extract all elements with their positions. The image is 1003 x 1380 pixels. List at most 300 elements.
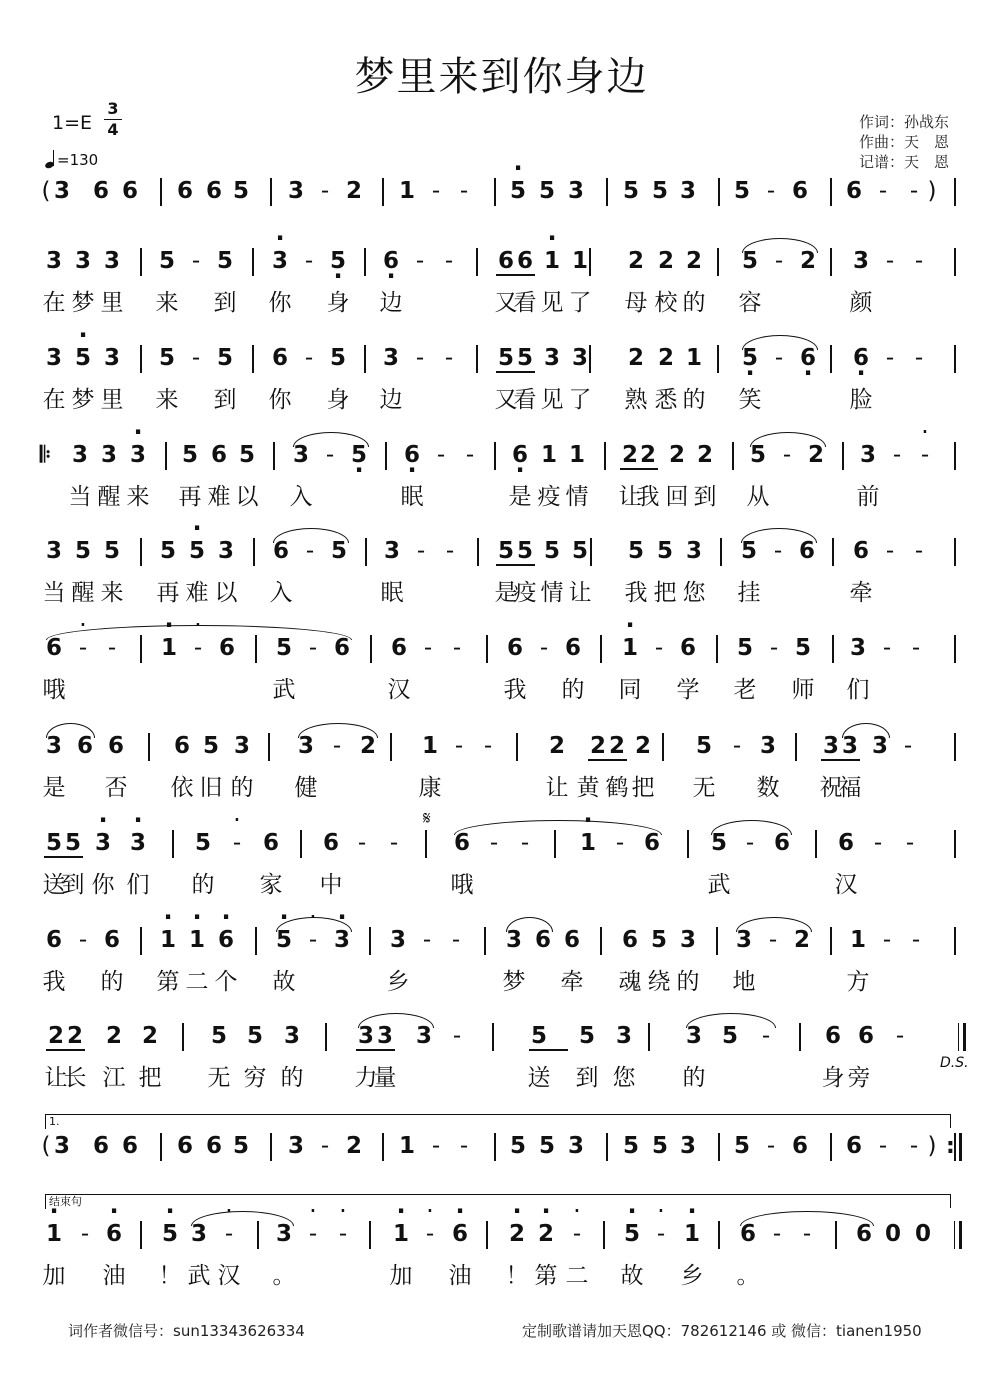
lyric-char: 牵 <box>849 580 873 606</box>
barline <box>718 178 720 206</box>
barline <box>494 1133 496 1161</box>
hold-dash: - <box>774 345 784 371</box>
lyric-char: 你 <box>268 290 292 316</box>
hold-dash: · - <box>187 633 209 663</box>
time-signature-top: 3 <box>107 99 119 118</box>
open-paren: ( <box>41 1133 51 1159</box>
note: 3 <box>275 1221 292 1247</box>
lyric-char: 地 <box>732 969 756 995</box>
note: 2 <box>639 442 656 468</box>
barline <box>390 733 392 761</box>
note: · 3 <box>127 828 149 858</box>
notation-row <box>0 436 1003 480</box>
slur <box>736 917 812 932</box>
beam-underline <box>588 759 627 761</box>
note: · 2 <box>535 1219 557 1249</box>
close-paren: ) <box>927 178 937 204</box>
beam-underline <box>496 564 535 566</box>
credits <box>859 112 949 172</box>
lyric-char: 是 <box>494 580 518 606</box>
lyric-char: 情 <box>540 580 564 606</box>
note: · 6 <box>215 925 237 955</box>
barline <box>369 927 371 955</box>
lyric-char: 的 <box>230 775 254 801</box>
note: 5 <box>246 1023 263 1049</box>
note: 3 <box>71 442 88 468</box>
note: 5 <box>210 1023 227 1049</box>
lyric-char: 第 <box>156 969 180 995</box>
note: 5 <box>194 830 211 856</box>
barline <box>273 442 275 470</box>
note: 5 <box>721 1023 738 1049</box>
note: 5 <box>64 830 81 856</box>
hold-dash: - <box>305 538 315 564</box>
hold-dash: - <box>903 733 913 759</box>
barline <box>140 248 142 276</box>
note: 5 <box>651 178 668 204</box>
barline <box>255 927 257 955</box>
barline <box>716 635 718 663</box>
note: 6 <box>103 927 120 953</box>
barline <box>600 635 602 663</box>
note: 2 <box>807 442 824 468</box>
slur <box>506 917 553 932</box>
lyric-char: 的 <box>100 969 124 995</box>
note: 2 <box>621 442 638 468</box>
lyric-char: 牵 <box>560 969 584 995</box>
note: 3 <box>297 733 314 759</box>
lyric-char: 二 <box>565 1263 589 1289</box>
barline <box>270 1133 272 1161</box>
note: 3 <box>53 1133 70 1159</box>
note: 3 <box>53 178 70 204</box>
note: 3 <box>685 538 702 564</box>
barline <box>364 345 366 373</box>
barline <box>600 927 602 955</box>
lyric-char: 在 <box>42 290 66 316</box>
time-signature <box>104 100 122 139</box>
hold-dash: - <box>774 248 784 274</box>
lyric-row <box>0 576 1003 610</box>
note: 5 · <box>327 246 349 276</box>
slur <box>842 723 890 738</box>
hold-dash: - <box>539 635 549 661</box>
note: 6 <box>855 1221 872 1247</box>
note: · 5 <box>507 176 529 206</box>
hold-dash: - <box>357 830 367 856</box>
hold-dash: - <box>892 442 902 468</box>
note: 3 <box>679 1133 696 1159</box>
lyric-char: 健 <box>294 775 318 801</box>
barline <box>720 538 722 566</box>
hold-dash: - <box>802 1221 812 1247</box>
lyric-char: 了 <box>568 290 592 316</box>
barline <box>954 635 956 663</box>
hold-dash: - <box>389 830 399 856</box>
lyric-char: 让 <box>44 1065 68 1091</box>
lyric-row <box>0 383 1003 417</box>
barline <box>589 248 591 276</box>
note: 3 <box>859 442 876 468</box>
note: 2 <box>634 733 651 759</box>
lyric-char: 。 <box>272 1263 296 1289</box>
lyric-char: 从 <box>746 484 770 510</box>
lyric-char: 以 <box>214 580 238 606</box>
note: 6 <box>534 927 551 953</box>
lyric-char: 的 <box>561 677 585 703</box>
ending-section-bracket-end <box>950 1194 951 1208</box>
barline <box>662 733 664 761</box>
hold-dash: - <box>332 733 342 759</box>
notation-row <box>0 1017 1003 1061</box>
note: 5 <box>232 178 249 204</box>
note: 5 <box>650 927 667 953</box>
lyric-char: 。 <box>736 1263 760 1289</box>
barline <box>606 178 608 206</box>
lyric-char: 到 <box>693 484 717 510</box>
lyric-char: 身 <box>326 290 350 316</box>
notation-row <box>0 1127 1003 1171</box>
lyric-char: 见 <box>540 387 564 413</box>
hold-dash: - <box>520 830 530 856</box>
note: 3 <box>283 1023 300 1049</box>
lyric-char: 旧 <box>199 775 223 801</box>
lyric-char: 醒 <box>97 484 121 510</box>
barline <box>364 248 366 276</box>
hold-dash: - <box>914 538 924 564</box>
lyric-char: 哦 <box>450 872 474 898</box>
lyric-char: 个 <box>214 969 238 995</box>
note: 5 <box>158 345 175 371</box>
note: 5 <box>516 538 533 564</box>
note: 5 <box>733 178 750 204</box>
barline <box>716 927 718 955</box>
beam-underline <box>46 1049 85 1051</box>
notation-row <box>0 532 1003 576</box>
lyric-char: 送 <box>42 872 66 898</box>
note: 5 <box>538 1133 555 1159</box>
hold-dash: - <box>782 442 792 468</box>
barline <box>140 927 142 955</box>
barline <box>718 1221 720 1249</box>
note: 6 <box>176 1133 193 1159</box>
lyric-char: 悉 <box>654 387 678 413</box>
note: 6 <box>121 178 138 204</box>
note: 2 <box>668 442 685 468</box>
note: 6 <box>563 927 580 953</box>
note: 5 <box>530 1023 547 1049</box>
lyric-row <box>0 286 1003 320</box>
lyric-char: 中 <box>319 872 343 898</box>
barline <box>954 442 956 470</box>
notation-row <box>0 339 1003 383</box>
note: 2 <box>141 1023 158 1049</box>
note: 3 <box>567 1133 584 1159</box>
barline <box>486 635 488 663</box>
hold-dash: · - <box>302 1219 324 1249</box>
note: 3 <box>871 733 888 759</box>
slur <box>273 528 349 543</box>
note: 2 <box>696 442 713 468</box>
note: 6 <box>621 927 638 953</box>
barline <box>325 1023 327 1051</box>
notation-row <box>0 824 1003 868</box>
barline <box>486 1221 488 1249</box>
lyric-char: 依 <box>170 775 194 801</box>
note: 6 <box>643 830 660 856</box>
lyric-char: 前 <box>856 484 880 510</box>
note: 6 <box>121 1133 138 1159</box>
note: 1 <box>421 733 438 759</box>
note: 6 · <box>380 246 402 276</box>
note: 1 <box>849 927 866 953</box>
lyric-char: 当 <box>68 484 92 510</box>
note: 3 <box>852 248 869 274</box>
note: 3 <box>759 733 776 759</box>
note: · 2 <box>506 1219 528 1249</box>
dal-segno-mark: D.S. <box>940 1055 969 1071</box>
hold-dash: - <box>766 1133 776 1159</box>
lyric-char: 否 <box>104 775 128 801</box>
barline <box>604 442 606 470</box>
note: 5 <box>656 538 673 564</box>
note: 6 <box>679 635 696 661</box>
note: 6 <box>92 1133 109 1159</box>
note: 3 <box>849 635 866 661</box>
lyric-char: 挂 <box>737 580 761 606</box>
lyric-char: 里 <box>100 387 124 413</box>
note: · 1 <box>541 246 563 276</box>
note: 2 <box>589 733 606 759</box>
note: · 1 <box>43 1219 65 1249</box>
lyric-char: 同 <box>618 677 642 703</box>
hold-dash: - <box>745 830 755 856</box>
lyric-char: 让 <box>545 775 569 801</box>
hold-dash: - <box>732 733 742 759</box>
note: · 3 <box>92 828 114 858</box>
quarter-note-icon <box>45 150 57 168</box>
note: 6 <box>205 1133 222 1159</box>
lyric-char: 是 <box>508 484 532 510</box>
hold-dash: - <box>654 635 664 661</box>
note: 6 <box>218 635 235 661</box>
note: 3 <box>233 733 250 759</box>
barline <box>954 927 956 955</box>
open-paren: ( <box>41 178 51 204</box>
note: 5 <box>516 345 533 371</box>
hold-dash: - <box>878 178 888 204</box>
note: 6 <box>45 927 62 953</box>
close-paren: ) <box>927 1133 937 1159</box>
note: 3 <box>383 538 400 564</box>
note: 6 <box>453 830 470 856</box>
lyric-char: 把 <box>653 580 677 606</box>
slur <box>750 432 826 447</box>
note: 3 <box>735 927 752 953</box>
note: 3 <box>822 733 839 759</box>
lyric-char: 把 <box>631 775 655 801</box>
lyric-char: 看 <box>513 387 537 413</box>
lyric-char: 二 <box>185 969 209 995</box>
hold-dash: - <box>914 345 924 371</box>
hold-dash: - <box>885 248 895 274</box>
note: 6 <box>333 635 350 661</box>
hold-dash: - <box>423 635 433 661</box>
note: 6 <box>497 248 514 274</box>
barline <box>606 1133 608 1161</box>
hold-dash: · - <box>226 828 248 858</box>
note: · 3 <box>127 440 149 470</box>
hold-dash: - <box>444 248 454 274</box>
lyric-char: 疫 <box>537 484 561 510</box>
notation-row <box>0 172 1003 216</box>
hold-dash: - <box>422 927 432 953</box>
barline <box>477 538 479 566</box>
lyric-char: 到 <box>213 387 237 413</box>
slur <box>740 1211 874 1226</box>
note: 5 <box>497 345 514 371</box>
lyric-char: 您 <box>612 1065 636 1091</box>
lyric-char: 力 <box>354 1065 378 1091</box>
note: 5 <box>622 1133 639 1159</box>
note: 3 <box>103 248 120 274</box>
note: 6 <box>791 178 808 204</box>
footer-custom-score-contact: 定制歌谱请加天恩QQ：782612146 或 微信：tianen1950 <box>522 1322 922 1340</box>
note: · 1 <box>390 1219 412 1249</box>
lyric-char: 绕 <box>647 969 671 995</box>
lyric-char: 老 <box>733 677 757 703</box>
lyric-char: 你 <box>91 872 115 898</box>
lyric-char: 无 <box>692 775 716 801</box>
note: 6 <box>506 635 523 661</box>
lyric-char: 来 <box>100 580 124 606</box>
lyric-char: 江 <box>102 1065 126 1091</box>
lyric-char: 当 <box>42 580 66 606</box>
note: 5 <box>238 442 255 468</box>
note: 6 <box>205 178 222 204</box>
hold-dash: - <box>615 830 625 856</box>
hold-dash: · - <box>72 633 94 663</box>
note: 0 <box>884 1221 901 1247</box>
hold-dash: - <box>885 538 895 564</box>
slur <box>293 432 369 447</box>
composer-credit: 作曲：天 恩 <box>858 133 949 151</box>
lyric-char: 的 <box>682 1065 706 1091</box>
notation-row <box>0 1215 1003 1259</box>
first-ending-bracket-end <box>950 1114 951 1128</box>
hold-dash: - <box>444 345 454 371</box>
note: 3 <box>376 1023 393 1049</box>
note: 6 <box>210 442 227 468</box>
note: 2 <box>799 248 816 274</box>
lyric-char: 武 <box>272 677 296 703</box>
note: 3 <box>292 442 309 468</box>
lyric-char: 祝 <box>819 775 843 801</box>
note: · 1 <box>157 925 179 955</box>
beam-underline <box>496 274 535 276</box>
note: 5 <box>543 538 560 564</box>
lyric-char: 们 <box>126 872 150 898</box>
note: 3 <box>45 345 62 371</box>
lyric-row <box>0 965 1003 999</box>
hold-dash: - <box>766 178 776 204</box>
note: 6 <box>773 830 790 856</box>
note: 0 <box>914 1221 931 1247</box>
note: 5 <box>202 733 219 759</box>
note: · 1 <box>577 828 599 858</box>
lyric-char: 梦 <box>71 290 95 316</box>
note: 5 <box>216 248 233 274</box>
note: 6 · <box>797 343 819 373</box>
lyric-char: 我 <box>503 677 527 703</box>
lyricist-credit: 作词：孙战东 <box>858 113 949 131</box>
lyric-char: 汉 <box>834 872 858 898</box>
note: 3 <box>841 733 858 759</box>
lyric-row <box>0 673 1003 707</box>
note: 3 <box>357 1023 374 1049</box>
lyric-char: 入 <box>269 580 293 606</box>
note: 6 <box>791 1133 808 1159</box>
note: 1 <box>568 442 585 468</box>
note: 5 <box>216 345 233 371</box>
note: 5 <box>538 178 555 204</box>
hold-dash: · - <box>302 925 324 955</box>
hold-dash: · - <box>218 1219 240 1249</box>
note: 2 <box>345 178 362 204</box>
barline <box>718 1133 720 1161</box>
lyric-char: 见 <box>540 290 564 316</box>
hold-dash: · - <box>332 1219 354 1249</box>
lyric-char: 容 <box>738 290 762 316</box>
lyric-row <box>0 868 1003 902</box>
lyric-char: 的 <box>682 387 706 413</box>
barline <box>830 927 832 955</box>
lyric-char: 师 <box>791 677 815 703</box>
barline <box>832 538 834 566</box>
note: 5 <box>651 1133 668 1159</box>
barline <box>382 1133 384 1161</box>
barline <box>648 1023 650 1051</box>
note: 3 <box>74 248 91 274</box>
note: 5 <box>736 635 753 661</box>
lyric-char: 送 <box>527 1065 551 1091</box>
note: 5 <box>330 538 347 564</box>
hold-dash: - <box>80 1221 90 1247</box>
note: 1 <box>685 345 702 371</box>
note: 5 <box>695 733 712 759</box>
note: 6 <box>852 538 869 564</box>
lyric-char: 难 <box>185 580 209 606</box>
hold-dash: - <box>909 178 919 204</box>
lyric-row <box>0 1259 1003 1293</box>
lyric-char: 到 <box>61 872 85 898</box>
note: 1 <box>571 248 588 274</box>
slur <box>46 723 95 738</box>
lyric-char: 以 <box>235 484 259 510</box>
lyric-char: 加 <box>42 1263 66 1289</box>
hold-dash: - <box>416 538 426 564</box>
hold-dash: - <box>911 927 921 953</box>
barline <box>954 733 956 761</box>
lyric-row <box>0 1061 1003 1095</box>
barline <box>160 1133 162 1161</box>
barline <box>270 178 272 206</box>
lyric-char: 学 <box>676 677 700 703</box>
lyric-char: 康 <box>418 775 442 801</box>
hold-dash: · - <box>419 1219 441 1249</box>
note: 5 <box>749 442 766 468</box>
lyric-char: ！ <box>158 1263 182 1289</box>
